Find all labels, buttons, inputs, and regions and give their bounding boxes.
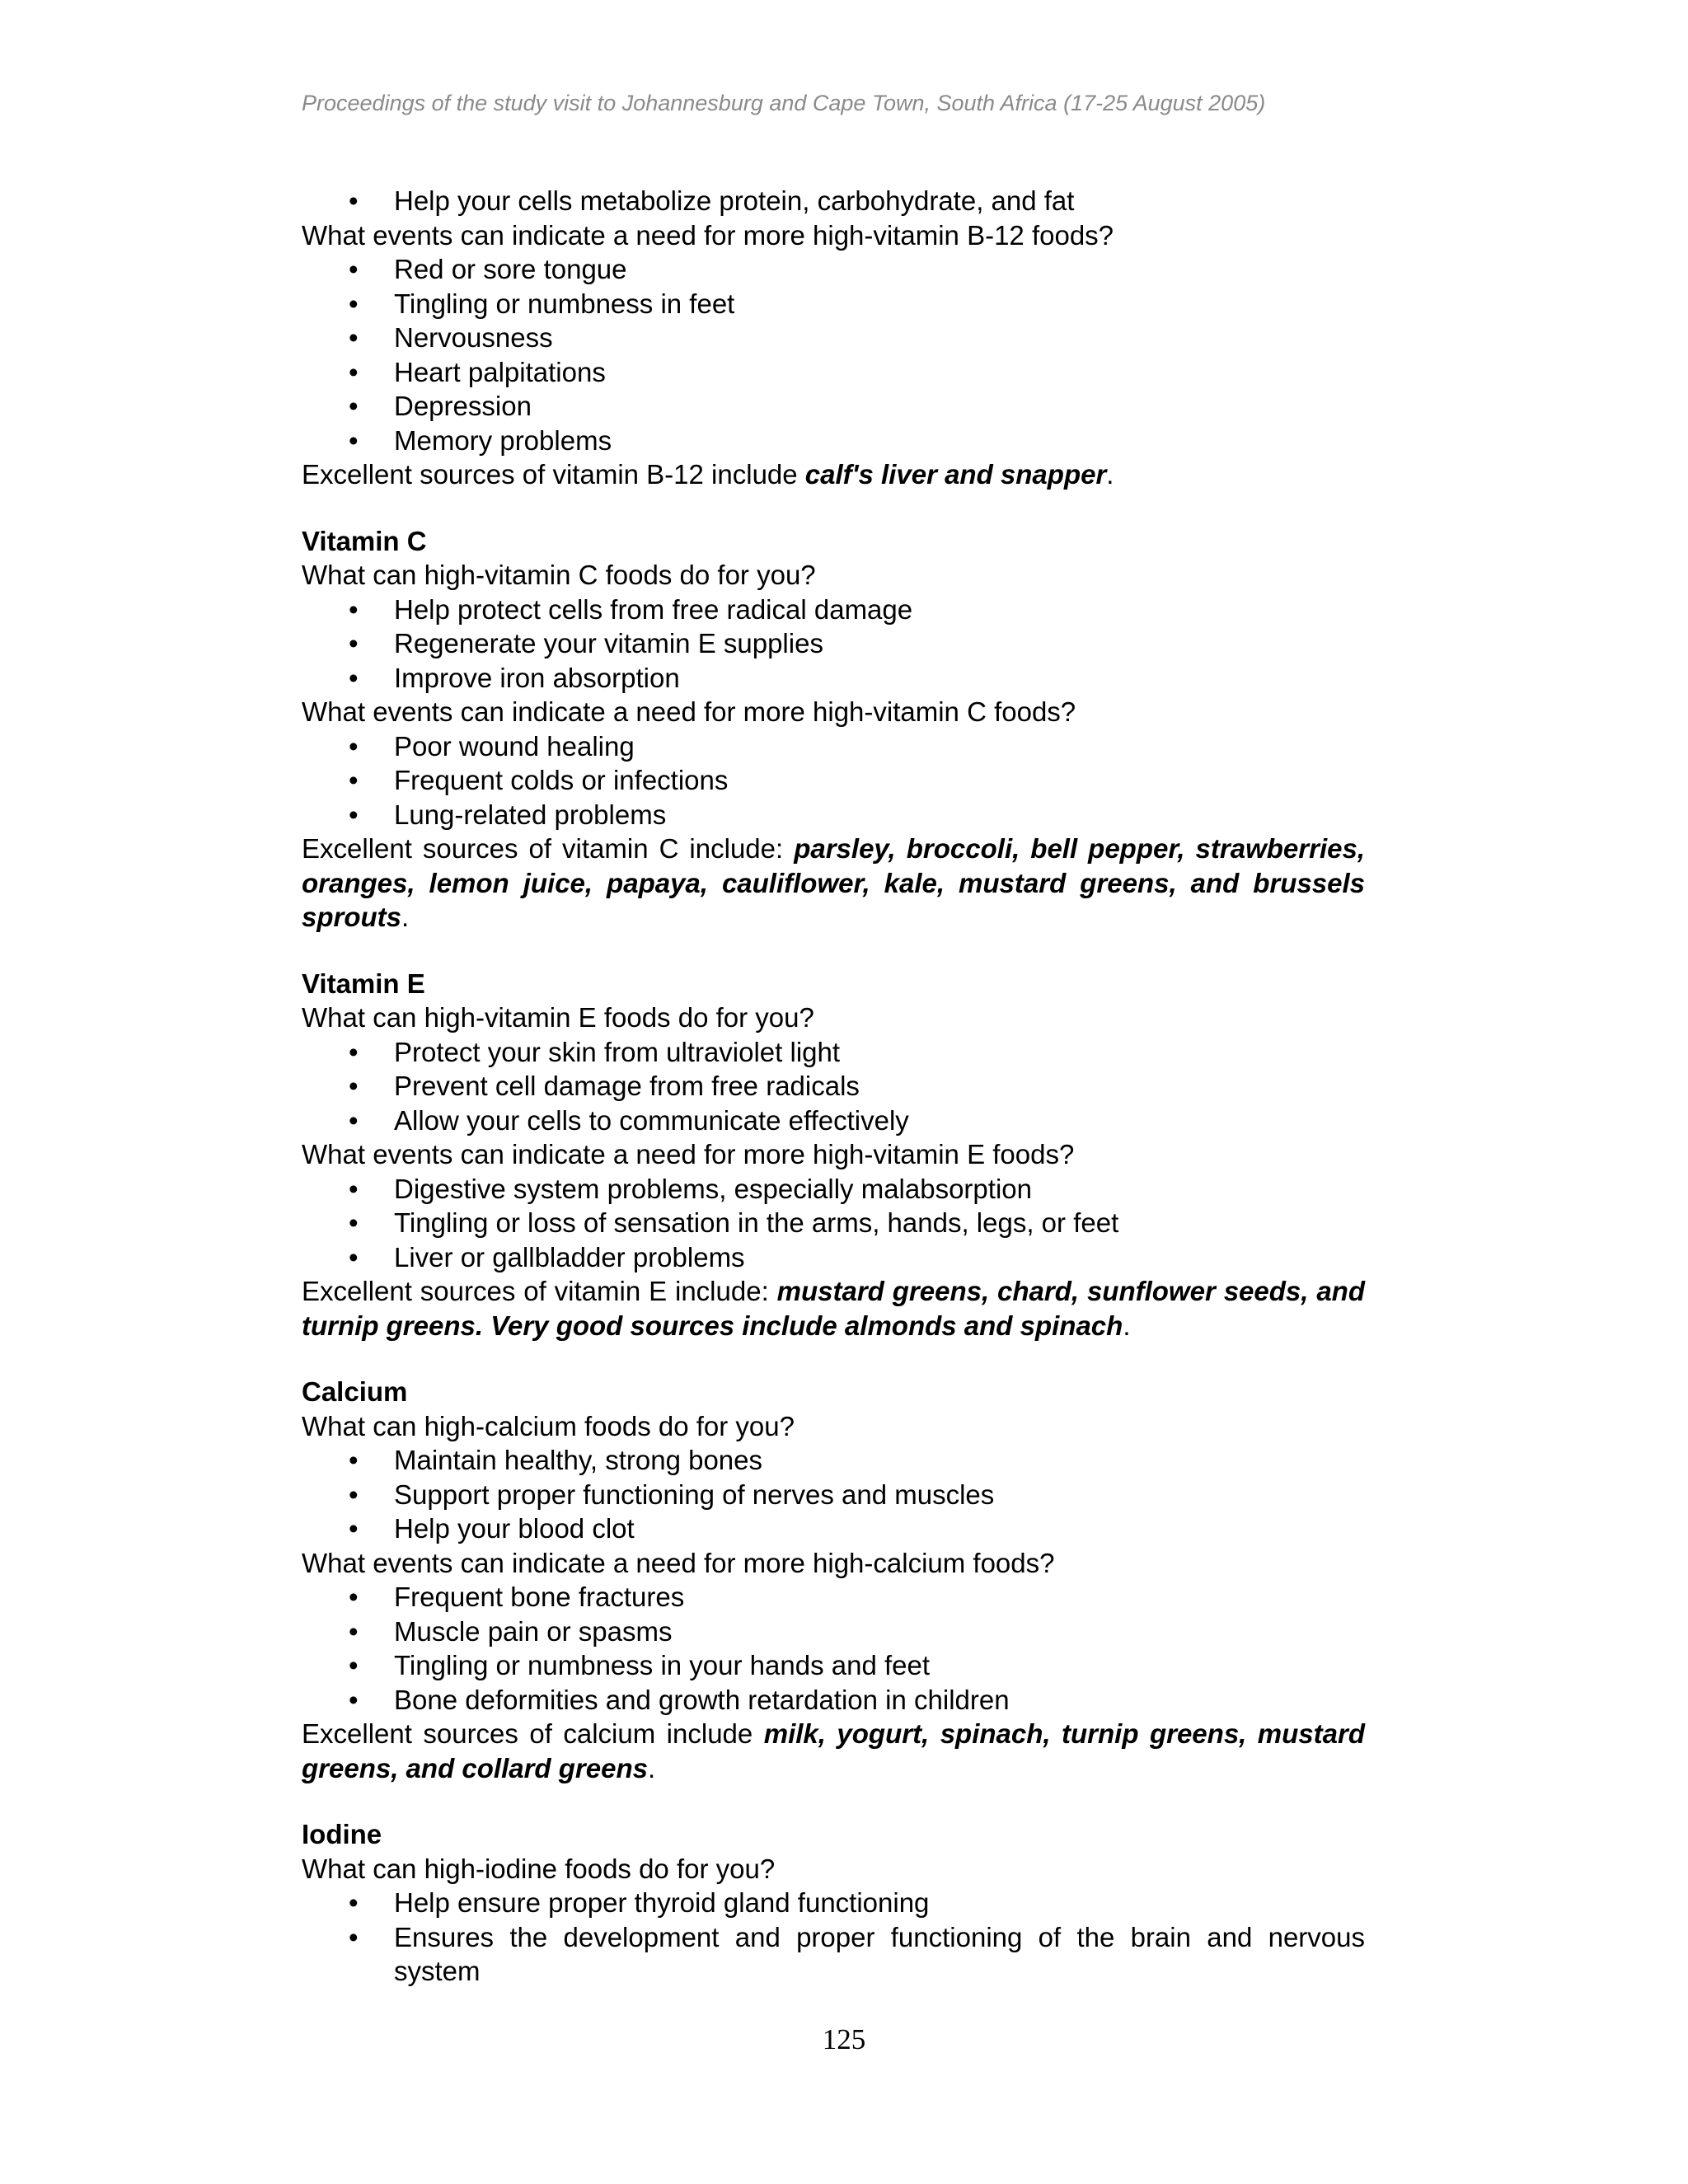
need-question: What events can indicate a need for more high-vitamin B-12 foods? (302, 219, 1114, 251)
section-vitamin-c (302, 524, 1365, 935)
bullet-icon: • (349, 730, 359, 762)
section-heading: Vitamin E (302, 968, 425, 999)
need-list (302, 1580, 1365, 1717)
bullet-icon: • (349, 1173, 359, 1204)
bullet-icon: • (349, 391, 359, 421)
page-number: 125 (822, 2023, 866, 2055)
list-item: • Heart palpitations (302, 355, 1365, 390)
bullet-icon: • (349, 1445, 359, 1475)
section-calcium (302, 1375, 1365, 1785)
bullet-icon: • (349, 288, 359, 319)
bullet-icon: • (349, 1887, 359, 1918)
list-item: • Liver or gallbladder problems (302, 1240, 1365, 1275)
list-item: • Red or sore tongue (302, 252, 1365, 287)
sources-foods: calf's liver and snapper (804, 459, 1107, 490)
section-heading: Calcium (302, 1376, 408, 1407)
list-item: • Support proper functioning of nerves and muscles (302, 1478, 1365, 1512)
bullet-icon: • (349, 356, 359, 387)
list-item: • Frequent colds or infections (302, 763, 1365, 798)
bullet-icon: • (349, 1615, 359, 1647)
list-item: • Help your cells metabolize protein, carbohydrate, and fat (302, 184, 1365, 218)
sources-foods: mustard greens, chard, sunflower seeds, and turnip greens. Very good sources include almonds and spinach (302, 1276, 1365, 1341)
benefits-list (302, 1886, 1365, 1989)
section-heading: Iodine (302, 1819, 382, 1849)
bullet-icon: • (349, 1582, 359, 1612)
sources-foods: parsley, broccoli, bell pepper, strawberries, oranges, lemon juice, papaya, cauliflower, kale, mustard greens, and brussels sprouts (302, 833, 1365, 932)
bullet-icon: • (349, 1513, 359, 1544)
need-list (302, 252, 1365, 457)
need-question: What events can indicate a need for more high-vitamin C foods? (302, 696, 1076, 727)
bullet-icon: • (349, 1071, 359, 1101)
list-item: • Tingling or numbness in feet (302, 287, 1365, 321)
bullet-icon: • (349, 1036, 359, 1067)
sources-paragraph: Excellent sources of vitamin C include: parsley, broccoli, bell pepper, strawberries, oranges, lemon juice, papaya, cauliflower, kale, mustard greens, and brussels sprouts. (302, 833, 1365, 932)
running-header: Proceedings of the study visit to Johannesburg and Cape Town, South Africa (17-25 August 2005) (302, 91, 1266, 115)
do-question: What can high-calcium foods do for you? (302, 1410, 795, 1441)
bullet-icon: • (349, 1650, 359, 1680)
section-iodine (302, 1817, 1365, 1989)
bullet-icon: • (349, 1241, 359, 1272)
bullet-icon: • (349, 322, 359, 353)
list-item: • Allow your cells to communicate effectively (302, 1104, 1365, 1138)
bullet-icon: • (349, 254, 359, 284)
list-item: • Depression (302, 389, 1365, 424)
bullet-icon: • (349, 1104, 359, 1136)
bullet-icon: • (349, 593, 359, 625)
bullet-icon: • (349, 1207, 359, 1238)
do-question: What can high-vitamin E foods do for you? (302, 1002, 814, 1033)
list-item: • Help your blood clot (302, 1511, 1365, 1546)
do-question: What can high-vitamin C foods do for you? (302, 560, 816, 590)
need-list (302, 729, 1365, 832)
do-question: What can high-iodine foods do for you? (302, 1853, 776, 1884)
list-item: • Prevent cell damage from free radicals (302, 1069, 1365, 1104)
bullet-icon: • (349, 185, 359, 216)
list-item: • Ensures the development and proper functioning of the brain and nervous system (349, 1921, 1365, 1986)
list-item: • Bone deformities and growth retardation in children (302, 1683, 1365, 1718)
document-body (302, 184, 1365, 1989)
bullet-icon: • (349, 628, 359, 658)
need-question: What events can indicate a need for more high-calcium foods? (302, 1547, 1055, 1578)
need-list (302, 1172, 1365, 1275)
list-item: • Nervousness (302, 321, 1365, 355)
benefits-list (302, 593, 1365, 696)
bullet-icon: • (349, 1479, 359, 1510)
sources-paragraph: Excellent sources of vitamin B-12 include calf's liver and snapper. (302, 459, 1114, 490)
list-item: • Tingling or numbness in your hands and feet (302, 1648, 1365, 1683)
list-item: • Memory problems (302, 424, 1365, 458)
bullet-icon: • (349, 1921, 359, 1952)
list-item: • Lung-related problems (302, 798, 1365, 832)
bullet-icon: • (349, 799, 359, 830)
list-item: • Poor wound healing (302, 729, 1365, 764)
list-item: • Help ensure proper thyroid gland functioning (302, 1886, 1365, 1920)
sources-paragraph: Excellent sources of vitamin E include: mustard greens, chard, sunflower seeds, and turnip greens. Very good sources include almonds and spinach. (302, 1276, 1365, 1341)
need-question: What events can indicate a need for more high-vitamin E foods? (302, 1139, 1075, 1169)
bullet-icon: • (349, 424, 359, 456)
benefits-list (302, 1443, 1365, 1546)
list-item: • Protect your skin from ultraviolet light (302, 1035, 1365, 1070)
bullet-icon: • (349, 662, 359, 693)
bullet-icon: • (349, 1684, 359, 1715)
list-item: • Muscle pain or spasms (302, 1615, 1365, 1649)
list-item: • Frequent bone fractures (302, 1580, 1365, 1615)
list-item: • Improve iron absorption (302, 661, 1365, 696)
list-item: • Tingling or loss of sensation in the arms, hands, legs, or feet (302, 1206, 1365, 1240)
list-item: • Digestive system problems, especially malabsorption (302, 1172, 1365, 1207)
bullet-icon: • (349, 765, 359, 795)
section-heading: Vitamin C (302, 525, 427, 556)
section-vitamin-b12 (302, 184, 1365, 492)
benefits-list (302, 1035, 1365, 1138)
section-vitamin-e (302, 967, 1365, 1343)
sources-foods: milk, yogurt, spinach, turnip greens, mustard greens, and collard greens (302, 1718, 1366, 1783)
list-item: • Maintain healthy, strong bones (302, 1443, 1365, 1478)
sources-paragraph: Excellent sources of calcium include milk, yogurt, spinach, turnip greens, mustard greens, and collard greens. (302, 1718, 1366, 1783)
list-item: • Help protect cells from free radical damage (302, 593, 1365, 627)
list-item: • Regenerate your vitamin E supplies (302, 626, 1365, 661)
